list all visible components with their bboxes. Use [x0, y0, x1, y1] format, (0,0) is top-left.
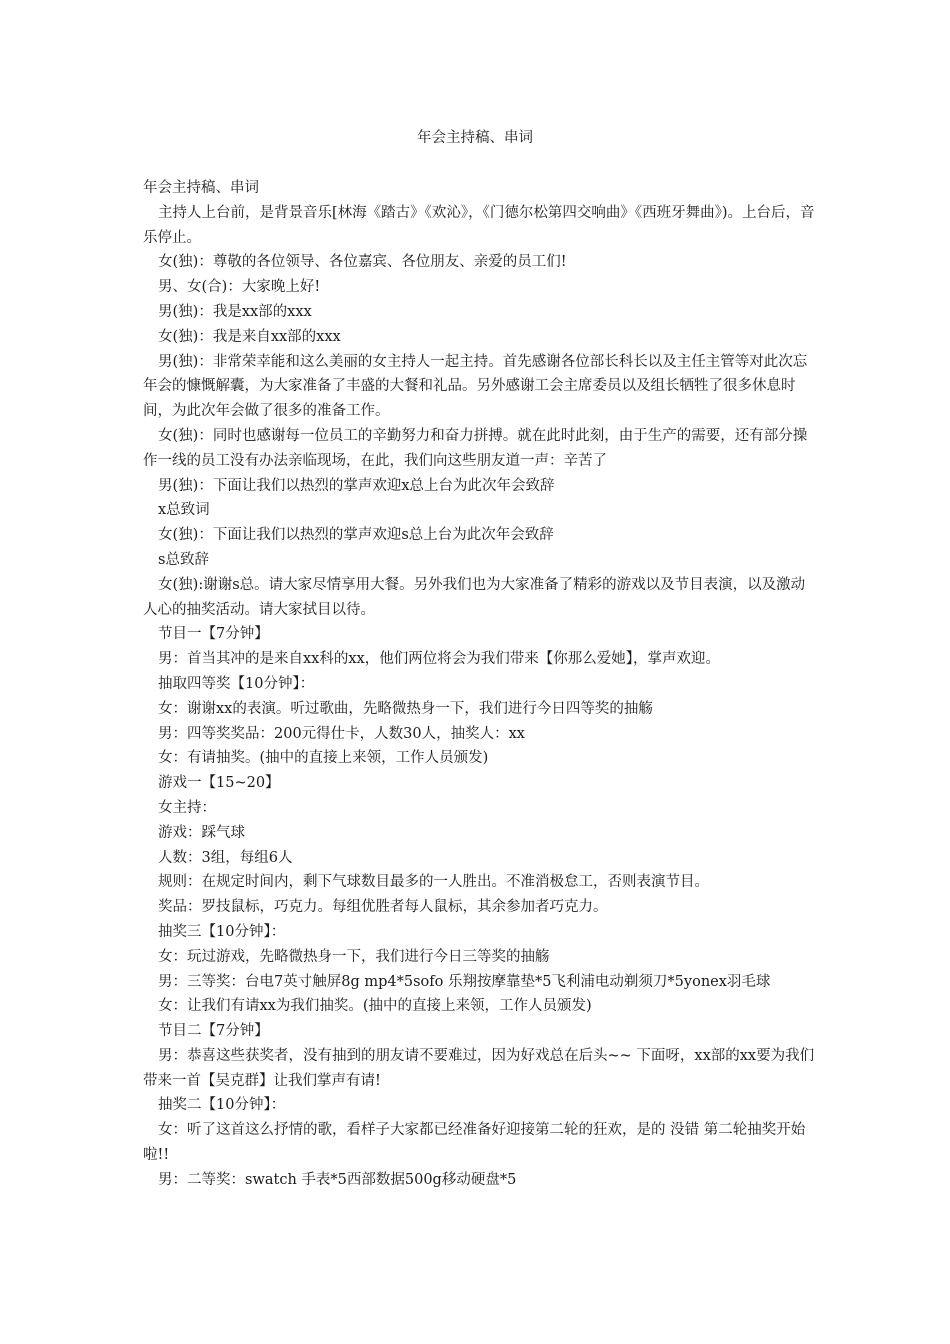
paragraph: 游戏一【15~20】 [158, 775, 280, 792]
paragraph: 游戏：踩气球 [158, 824, 245, 841]
paragraph-heading: 年会主持稿、串词 [143, 180, 259, 196]
paragraph: 男：三等奖：台电7英寸触屏8g mp4*5sofo 乐翔按摩靠垫*5飞利浦电动剃须刀*5yonex羽毛球 [158, 973, 771, 990]
paragraph: x总致词 [158, 502, 210, 519]
paragraph: 女(独)：同时也感谢每一位员工的辛勤努力和奋力拼搏。就在此时此刻，由于生产的需要，还有部分操作一线的员工没有办法亲临现场，在此，我们向这些朋友道一声：辛苦了 [143, 427, 808, 469]
paragraph: 女：玩过游戏，先略微热身一下，我们进行今日三等奖的抽觞 [158, 948, 550, 965]
paragraph: 抽奖二【10分钟】： [158, 1097, 286, 1114]
paragraph: 男(独)：我是xx部的xxx [158, 303, 312, 320]
paragraph: 女：听了这首这么抒情的歌，看样子大家都已经准备好迎接第二轮的狂欢，是的 没错 第二轮抽奖开始啦!! [143, 1122, 806, 1164]
paragraph: 男、女(合)：大家晚上好! [158, 279, 321, 296]
paragraph: 女(独):谢谢s总。请大家尽情享用大餐。另外我们也为大家准备了精彩的游戏以及节目表演，以及激动人心的抽奖活动。请大家拭目以待。 [143, 576, 806, 618]
paragraph: 奖品：罗技鼠标，巧克力。每组优胜者每人鼠标，其余参加者巧克力。 [158, 899, 608, 916]
paragraph: 男(独)：非常荣幸能和这么美丽的女主持人一起主持。首先感谢各位部长科长以及主任主管等对此次忘年会的慷慨解囊，为大家准备了丰盛的大餐和礼品。另外感谢工会主席委员以及组长牺牲了很多休息时间，为此次年会做了很多的准备工作。 [143, 353, 808, 420]
paragraph: 女(独)：我是来自xx部的xxx [158, 328, 341, 345]
paragraph: 主持人上台前，是背景音乐[林海《踏古》《欢沁》，《门德尔松第四交响曲》《西班牙舞曲》)。上台后，音乐停止。 [143, 204, 815, 246]
document-title: 年会主持稿、串词 [417, 130, 533, 146]
paragraph: 抽取四等奖【10分钟】： [158, 675, 315, 692]
paragraph: 节目二【7分钟】 [158, 1023, 269, 1040]
paragraph: 男：二等奖：swatch 手表*5西部数据500g移动硬盘*5 [158, 1171, 517, 1188]
paragraph: 节目一【7分钟】 [158, 626, 269, 643]
paragraph: 女：谢谢xx的表演。听过歌曲，先略微热身一下，我们进行今日四等奖的抽觞 [158, 700, 653, 717]
paragraph: 男：首当其冲的是来自xx科的xx，他们两位将会为我们带来【你那么爱她】，掌声欢迎。 [158, 651, 720, 668]
paragraph: 女(独)：尊敬的各位领导、各位嘉宾、各位朋友、亲爱的员工们! [158, 254, 567, 271]
paragraph: 规则：在规定时间内，剩下气球数目最多的一人胜出。不准消极怠工，否则表演节目。 [158, 874, 709, 891]
paragraph: 女主持： [158, 799, 216, 816]
paragraph: 女：有请抽奖。(抽中的直接上来领，工作人员颁发) [158, 750, 489, 767]
paragraph: 女：让我们有请xx为我们抽奖。(抽中的直接上来领，工作人员颁发) [158, 998, 592, 1015]
document-body [143, 176, 815, 1193]
paragraph: 女(独)：下面让我们以热烈的掌声欢迎s总上台为此次年会致辞 [158, 527, 554, 544]
paragraph: s总致辞 [158, 551, 209, 568]
paragraph: 人数：3组，每组6人 [158, 849, 293, 866]
paragraph: 男：四等奖奖品：200元得仕卡，人数30人，抽奖人：xx [158, 725, 525, 742]
paragraph: 男：恭喜这些获奖者，没有抽到的朋友请不要难过，因为好戏总在后头~~ 下面呀，xx部的xx要为我们带来一首【吴克群】让我们掌声有请! [143, 1047, 815, 1089]
paragraph: 抽奖三【10分钟】： [158, 923, 286, 940]
paragraph: 男(独)：下面让我们以热烈的掌声欢迎x总上台为此次年会致辞 [158, 477, 555, 494]
